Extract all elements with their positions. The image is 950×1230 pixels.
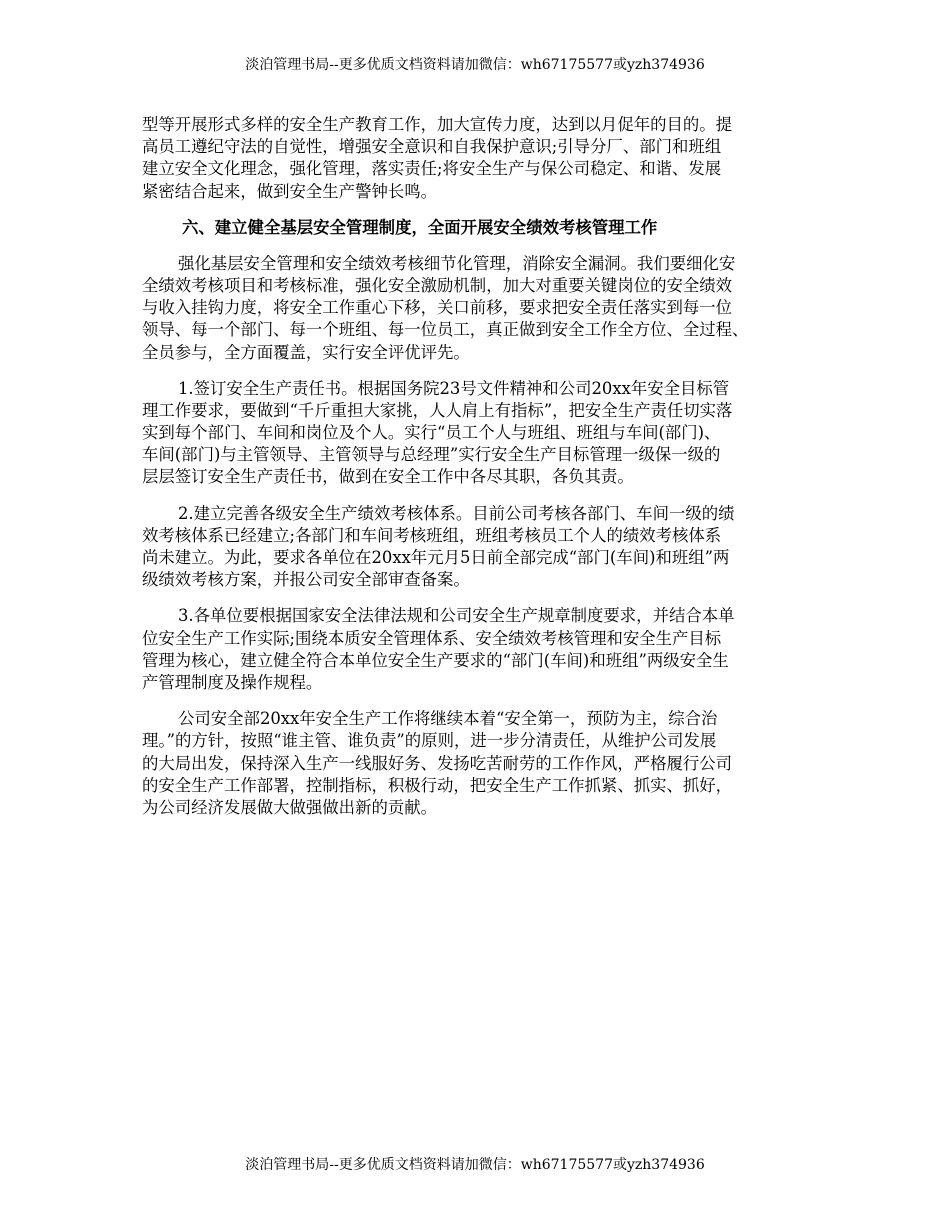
text-line: 紧密结合起来，做到安全生产警钟长鸣。 [142,181,438,201]
text-line: 车间(部门)与主管领导、主管领导与总经理”实行安全生产目标管理一级保一级的 [142,445,721,465]
text-line: 位安全生产工作实际;围绕本质安全管理体系、安全绩效考核管理和安全生产目标 [142,628,722,648]
text-line: 3.各单位要根据国家安全法律法规和公司安全生产规章制度要求，并结合本单 [178,606,735,626]
page-header: 淡泊管理书局--更多优质文档资料请加微信：wh67175577或yzh374936 [245,57,705,73]
text-line: 实到每个部门、车间和岗位及个人。实行“员工个人与班组、班组与车间(部门)、 [142,423,721,443]
text-line: 全员参与，全方面覆盖，实行安全评优评先。 [142,342,470,362]
page-footer: 淡泊管理书局--更多优质文档资料请加微信：wh67175577或yzh374936 [245,1157,705,1173]
paragraph-closing [142,708,832,819]
list-item-3 [142,605,832,694]
text-line: 领导、每一个部门、每一个班组、每一位员工，真正做到安全工作全方位、全过程、 [142,320,749,340]
text-line: 尚未建立。为此，要求各单位在20xx年元月5日前全部完成“部门(车间)和班组”两 [142,548,730,567]
document-body [142,114,832,833]
text-line: 层层签订安全生产责任书，做到在安全工作中各尽其职，各负其责。 [142,467,634,487]
text-line: 管理为核心，建立健全符合本单位安全生产要求的“部门(车间)和班组”两级安全生 [142,650,729,670]
text-line: 理工作要求，要做到“千斤重担大家挑，人人肩上有指标”，把安全生产责任切实落 [142,400,733,420]
text-line: 理。”的方针，按照“谁主管、谁负责”的原则，进一步分清责任，从维护公司发展 [142,731,717,751]
paragraph-section [142,253,832,364]
text-line: 的大局出发，保持深入生产一线服好务、发扬吃苦耐劳的工作作风，严格履行公司 [142,753,733,773]
text-line: 公司安全部20xx年安全生产工作将继续本着“安全第一，预防为主，综合治 [178,709,718,729]
list-item-2 [142,503,832,592]
text-line: 产管理制度及操作规程。 [142,672,323,692]
text-line: 建立安全文化理念，强化管理，落实责任;将安全生产与保公司稳定、和谐、发展 [142,159,722,179]
text-line: 型等开展形式多样的安全生产教育工作，加大宣传力度，达到以月促年的目的。提 [142,115,733,134]
text-line: 高员工遵纪守法的自觉性，增强安全意识和自我保护意识;引导分厂、部门和班组 [142,137,722,157]
text-line: 全绩效考核项目和考核标准，强化安全激励机制，加大对重要关键岗位的安全绩效 [142,275,733,295]
text-line: 为公司经济发展做大做强做出新的贡献。 [142,797,438,817]
text-line: 效考核体系已经建立;各部门和车间考核班组，班组考核员工个人的绩效考核体系 [142,525,722,545]
text-line: 的安全生产工作部署，控制指标，积极行动，把安全生产工作抓紧、抓实、抓好， [142,775,733,795]
section-heading: 六、建立健全基层安全管理制度，全面开展安全绩效考核管理工作 [182,217,658,237]
text-line: 1.签订安全生产责任书。根据国务院23号文件精神和公司20xx年安全目标管 [178,378,730,398]
text-line: 2.建立完善各级安全生产绩效考核体系。目前公司考核各部门、车间一级的绩 [178,503,735,523]
paragraph-intro [142,114,832,203]
text-line: 强化基层安全管理和安全绩效考核细节化管理，消除安全漏洞。我们要细化安 [178,253,736,273]
list-item-1 [142,378,832,489]
text-line: 级绩效考核方案，并报公司安全部审查备案。 [142,570,470,590]
text-line: 与收入挂钩力度，将安全工作重心下移，关口前移，要求把安全责任落实到每一位 [142,298,733,318]
